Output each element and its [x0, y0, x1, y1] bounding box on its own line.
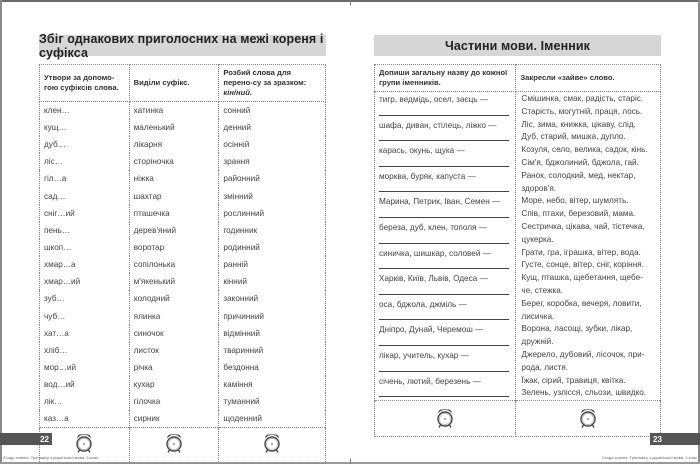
- odd-word-line[interactable]: Густе, сонце, вітер, сніг, коріння.: [521, 260, 644, 270]
- word-stem[interactable]: пень…: [40, 222, 130, 239]
- answer-blank-line[interactable]: [379, 345, 509, 346]
- suffix-word[interactable]: хатинка: [129, 102, 219, 120]
- hyphenation-word[interactable]: змінний: [219, 188, 326, 205]
- suffix-word[interactable]: синочок: [129, 325, 219, 342]
- header-hyphenate: Розбий слова для перено-су за зразком: кін/ний.: [219, 65, 326, 102]
- odd-word-line[interactable]: Кущ, пташка, щебетання, щебе-: [521, 273, 643, 283]
- noun-group-text: карась, окунь, щука —: [379, 146, 465, 156]
- odd-word-list: [516, 92, 661, 401]
- odd-word-line[interactable]: Берег, коробка, вечеря, ловити,: [521, 298, 642, 308]
- word-stem[interactable]: ліс…: [40, 153, 130, 170]
- noun-group-item: [375, 297, 515, 323]
- noun-group-item: [375, 169, 515, 195]
- word-stem[interactable]: шкоп…: [40, 239, 130, 256]
- suffix-word[interactable]: річка: [129, 359, 219, 376]
- odd-word-line[interactable]: лисичка.: [521, 311, 555, 321]
- noun-group-item: [375, 92, 515, 118]
- hyphenation-word[interactable]: ранній: [219, 256, 326, 273]
- word-stem[interactable]: вод…ий: [40, 376, 130, 393]
- answer-blank-line[interactable]: [379, 319, 509, 320]
- noun-group-item: [375, 271, 515, 297]
- exercise-body-row: [375, 92, 661, 401]
- hyphenation-word[interactable]: денний: [219, 119, 326, 136]
- noun-group-text: синичка, шишкар, соловей —: [379, 248, 491, 258]
- noun-group-text: лікар, учитель, кухар —: [379, 350, 469, 360]
- suffix-word[interactable]: сопілонька: [129, 256, 219, 273]
- word-stem[interactable]: хмар…ий: [40, 273, 130, 290]
- word-stem[interactable]: кущ…: [40, 119, 130, 136]
- suffix-word[interactable]: шахтар: [129, 188, 219, 205]
- page-number: 22: [0, 433, 52, 445]
- header-general-name: Допиши загальну назву до кожної групи іменників.: [375, 65, 516, 92]
- suffix-word[interactable]: воротар: [129, 239, 219, 256]
- nouns-exercise-table: [374, 64, 661, 437]
- noun-group-item: [375, 220, 515, 246]
- word-stem[interactable]: чуб…: [40, 308, 130, 325]
- word-stem[interactable]: хмар…а: [40, 256, 130, 273]
- header-mark-suffix: Виділи суфікс.: [129, 65, 219, 102]
- alarm-clock-icon: [435, 407, 455, 429]
- word-stem[interactable]: клен…: [40, 102, 130, 120]
- suffix-word[interactable]: ялинка: [129, 308, 219, 325]
- noun-group-item: [375, 246, 515, 272]
- suffix-word[interactable]: ніжка: [129, 170, 219, 187]
- noun-group-item: [375, 322, 515, 348]
- odd-word-line[interactable]: Козуля, село, велика, садок, кінь.: [521, 145, 648, 155]
- table-header-row: [375, 65, 661, 92]
- header-cross-out: Закресли «зайве» слово.: [516, 65, 661, 92]
- right-page: [350, 0, 700, 464]
- suffix-word[interactable]: листок: [129, 342, 219, 359]
- suffix-word[interactable]: сторіночка: [129, 153, 219, 170]
- suffix-word[interactable]: сирник: [129, 410, 219, 428]
- table-row: [40, 290, 326, 307]
- word-stem[interactable]: мор…ий: [40, 359, 130, 376]
- answer-blank-line[interactable]: [379, 371, 509, 372]
- suffix-exercise-table: [39, 64, 326, 464]
- table-row: [40, 153, 326, 170]
- page-footer: Сходи знання. Тренажер з української мови. 3 клас: [601, 455, 697, 460]
- noun-group-text: тигр, ведмідь, осел, заєць —: [379, 95, 489, 104]
- alarm-clock-icon: [74, 432, 94, 454]
- noun-group-item: [375, 194, 515, 220]
- table-row: [40, 273, 326, 290]
- page-number: 23: [650, 433, 700, 445]
- hyphenation-word[interactable]: годинник: [219, 222, 326, 239]
- table-row: [40, 102, 326, 120]
- hyphenation-word[interactable]: туманний: [219, 393, 326, 410]
- odd-word-line[interactable]: Спів, птахи, березовий, мама.: [521, 209, 636, 219]
- hyphenation-word[interactable]: тваринний: [219, 342, 326, 359]
- word-stem[interactable]: сад…: [40, 188, 130, 205]
- table-row: [40, 325, 326, 342]
- hyphenation-word[interactable]: осінній: [219, 136, 326, 153]
- noun-group-list: [375, 92, 515, 399]
- odd-word-line[interactable]: Їжак, сірий, травиця, квітка.: [521, 375, 626, 385]
- answer-blank-line[interactable]: [379, 191, 509, 192]
- suffix-word[interactable]: м'якенький: [129, 273, 219, 290]
- answer-blank-line[interactable]: [379, 268, 509, 269]
- answer-blank-line[interactable]: [379, 243, 509, 244]
- odd-word-line[interactable]: Ворона, ласощі, зубки, лікар,: [521, 324, 633, 334]
- suffix-word[interactable]: гілочка: [129, 393, 219, 410]
- word-stem[interactable]: лік…: [40, 393, 130, 410]
- word-stem[interactable]: каз…а: [40, 410, 130, 428]
- table-row: [40, 188, 326, 205]
- hyphenation-word[interactable]: причинний: [219, 308, 326, 325]
- table-row: [40, 170, 326, 187]
- table-row: [40, 205, 326, 222]
- word-stem[interactable]: гіл…а: [40, 170, 130, 187]
- noun-group-text: шафа, диван, стілець, ліжко —: [379, 120, 497, 130]
- header-form-words: Утвори за допомо-гою суфіксів слова.: [40, 65, 130, 102]
- noun-group-text: Дніпро, Дунай, Черемош —: [379, 325, 484, 335]
- noun-group-text: січень, лютий, березень —: [379, 376, 481, 386]
- table-row: [40, 136, 326, 153]
- word-stem[interactable]: хліб…: [40, 342, 130, 359]
- odd-word-line[interactable]: Море, небо, вітер, шумлять.: [521, 196, 629, 206]
- left-page-title: Збіг однакових приголосних на межі кореня і суфікса: [39, 35, 326, 56]
- hyphenation-word[interactable]: районний: [219, 170, 326, 187]
- suffix-word[interactable]: пташечка: [129, 205, 219, 222]
- timer-row: [375, 401, 661, 437]
- answer-blank-line[interactable]: [379, 166, 509, 167]
- odd-word-line[interactable]: Старість, могутній, праця, лось.: [521, 106, 643, 116]
- table-row: [40, 410, 326, 428]
- hyphenation-example: кін/ний.: [223, 88, 253, 97]
- hyphenation-word[interactable]: родинний: [219, 239, 326, 256]
- answer-blank-line[interactable]: [379, 140, 509, 141]
- odd-word-line[interactable]: дружній.: [521, 337, 554, 347]
- table-row: [40, 256, 326, 273]
- alarm-clock-icon: [262, 432, 282, 454]
- noun-group-item: [375, 143, 515, 169]
- table-row: [40, 376, 326, 393]
- hyphenation-word[interactable]: відмінний: [219, 325, 326, 342]
- suffix-word[interactable]: дерев'яний: [129, 222, 219, 239]
- hyphenation-word[interactable]: законний: [219, 290, 326, 307]
- odd-word-line[interactable]: Дуб, старий, мишка, дупло.: [521, 132, 626, 142]
- alarm-clock-icon: [164, 432, 184, 454]
- odd-word-line[interactable]: Смішинка, смак, радість, старіс.: [521, 94, 644, 103]
- word-stem[interactable]: сніг…ий: [40, 205, 130, 222]
- suffix-word[interactable]: маленький: [129, 119, 219, 136]
- word-stem[interactable]: зуб…: [40, 290, 130, 307]
- noun-group-text: оса, бджола, джміль —: [379, 299, 467, 309]
- word-stem[interactable]: дуб…: [40, 136, 130, 153]
- noun-group-text: береза, дуб, клен, тополя —: [379, 222, 487, 232]
- table-row: [40, 222, 326, 239]
- noun-group-text: Харків, Київ, Львів, Одеса —: [379, 274, 488, 284]
- odd-word-line[interactable]: че, стежка.: [521, 285, 564, 295]
- odd-word-line[interactable]: цукерка.: [521, 234, 554, 244]
- odd-word-line[interactable]: Грати, гра, іграшка, вітер, вода.: [521, 247, 641, 257]
- hyphenation-word[interactable]: каміння: [219, 376, 326, 393]
- answer-blank-line[interactable]: [379, 396, 509, 397]
- noun-group-item: [375, 348, 515, 374]
- suffix-word[interactable]: холодний: [129, 290, 219, 307]
- table-row: [40, 359, 326, 376]
- table-row: [40, 342, 326, 359]
- hyphenation-word[interactable]: щоденний: [219, 410, 326, 428]
- hyphenation-word[interactable]: зрання: [219, 153, 326, 170]
- right-page-title: Частини мови. Іменник: [374, 35, 661, 56]
- odd-word-line[interactable]: рода, листя.: [521, 362, 569, 372]
- table-row: [40, 119, 326, 136]
- page-footer: Сходи знання. Тренажер з української мови. 3 клас: [3, 455, 99, 460]
- answer-blank-line[interactable]: [379, 217, 509, 218]
- suffix-word[interactable]: лікарня: [129, 136, 219, 153]
- suffix-word[interactable]: кухар: [129, 376, 219, 393]
- answer-blank-line[interactable]: [379, 294, 509, 295]
- noun-group-text: морква, буряк, капуста —: [379, 171, 476, 181]
- table-row: [40, 239, 326, 256]
- left-table-body: [40, 102, 326, 428]
- hyphenation-word[interactable]: бездонна: [219, 359, 326, 376]
- table-header-row: [40, 65, 326, 102]
- alarm-clock-icon: [578, 407, 598, 429]
- odd-word-line[interactable]: Зелень, узлісся, сльози, швидко.: [521, 388, 647, 398]
- noun-group-item: [375, 374, 515, 400]
- table-row: [40, 308, 326, 325]
- noun-group-text: Марина, Петрик, Іван, Семен —: [379, 197, 501, 207]
- word-stem[interactable]: хат…а: [40, 325, 130, 342]
- hyphenation-word[interactable]: рослинний: [219, 205, 326, 222]
- odd-word-line[interactable]: здоров'я.: [521, 183, 557, 193]
- odd-word-line[interactable]: Ранок, солодкий, мед, нектар,: [521, 170, 636, 180]
- odd-word-line[interactable]: Сестричка, цікава, чай, тістечка,: [521, 221, 645, 231]
- hyphenation-word[interactable]: кінний: [219, 273, 326, 290]
- odd-word-line[interactable]: Джерело, дубовий, лісочок, при-: [521, 349, 645, 359]
- odd-word-line[interactable]: Сім'я, бджолиний, бджола, гай.: [521, 157, 639, 167]
- odd-word-line[interactable]: Ліс, зима, книжка, цікаву, слід.: [521, 119, 636, 129]
- table-row: [40, 393, 326, 410]
- hyphenation-word[interactable]: сонний: [219, 102, 326, 120]
- answer-blank-line[interactable]: [379, 115, 509, 116]
- noun-group-item: [375, 118, 515, 144]
